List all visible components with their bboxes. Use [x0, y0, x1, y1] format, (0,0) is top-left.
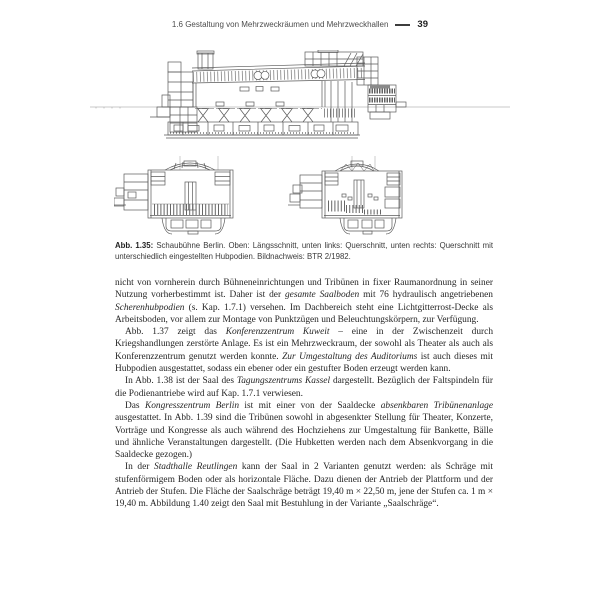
- longitudinal-section-drawing: [88, 50, 512, 145]
- body-text: [115, 277, 493, 511]
- paragraph: In der Stadthalle Reutlingen kann der Saal in 2 Varianten genutzt werden: als Schräge mit stufenförmigem Boden oder als horizontale Fläche. Dazu dienen der Antrieb der Plattform und der Antrieb der Stufen. Die Fläche der Saalschräge beträgt 19,40 m × 22,50 m, jene der Stufen ca. 1 m × 19,40 m. Abbildung 1.40 zeigt den Saal mit Bestuhlung in der Variante „Saalschräge“.: [115, 462, 493, 510]
- paragraph: Das Kongresszentrum Berlin ist mit einer von der Saaldecke absenkbaren Tribünenanlage ausgestattet. In Abb. 1.39 sind die Tribünen sowohl in abgesenkter Stellung für Theater, Konzerte, Vorträge und Kongresse als auch während des Hochziehens zur Umgestaltung für Bankette, Bälle und ähnliche Veranstaltungen dargestellt. (Die Hubketten werden nach dem Absenkvorgang in die Saaldecke gezogen.): [115, 400, 493, 461]
- figure-caption: [115, 241, 493, 262]
- page-number: 39: [417, 19, 428, 30]
- section-title: 1.6 Gestaltung von Mehrzweckräumen und Mehrzweckhallen: [171, 20, 389, 29]
- running-header: [0, 19, 428, 30]
- paragraph: Abb. 1.37 zeigt das Konferenzzentrum Kuweit – eine in der Zwischenzeit durch Kriegshandlungen zerstörte Anlage. Es ist ein Mehrzweckraum, der sowohl als Theater als auch als Konferenzzentrum genutzt werden konnte. Zur Umgestaltung des Auditoriums ist auch dieses mit Hubpodien ausgestattet, sodass ein ebener oder ein gestufter Boden erzeugt werden kann.: [115, 327, 494, 375]
- cross-section-svg: [114, 156, 236, 240]
- figure-caption-text: Schaubühne Berlin. Oben: Längsschnitt, unten links: Querschnitt, unten rechts: Querschnitt mit unterschiedlich eingestellten Hubpodien. Bildnachweis: BTR 2/1982.: [115, 241, 493, 261]
- longitudinal-section-svg: [88, 50, 512, 145]
- header-rule: [395, 24, 410, 26]
- figure-caption-label: Abb. 1.35:: [115, 241, 154, 250]
- cross-section-hubpodien-drawing: [288, 156, 408, 240]
- cross-section-hubpodien-svg: [288, 156, 408, 240]
- paragraph: nicht von vornherein durch Bühneneinrichtungen und Tribünen in fixer Raumanordnung in seiner Nutzung vorherbestimmt ist. Daher ist der gesamte Saalboden mit 76 hydraulisch angetriebenen Scherenhubpodien (s. Kap. 1.7.1) versehen. Im Dachbereich steht eine Lichtgitterrost-Decke als Arbeitsboden, vor allem zur Montage von Punktzügen und Beleuchtungskörpern, zur Verfügung.: [115, 278, 493, 325]
- cross-section-drawing: [114, 156, 236, 240]
- paragraph: In Abb. 1.38 ist der Saal des Tagungszentrums Kassel dargestellt. Bezüglich der Faltspindeln für die Podienantriebe wird auf Kap. 1.7.1 verwiesen.: [115, 376, 493, 399]
